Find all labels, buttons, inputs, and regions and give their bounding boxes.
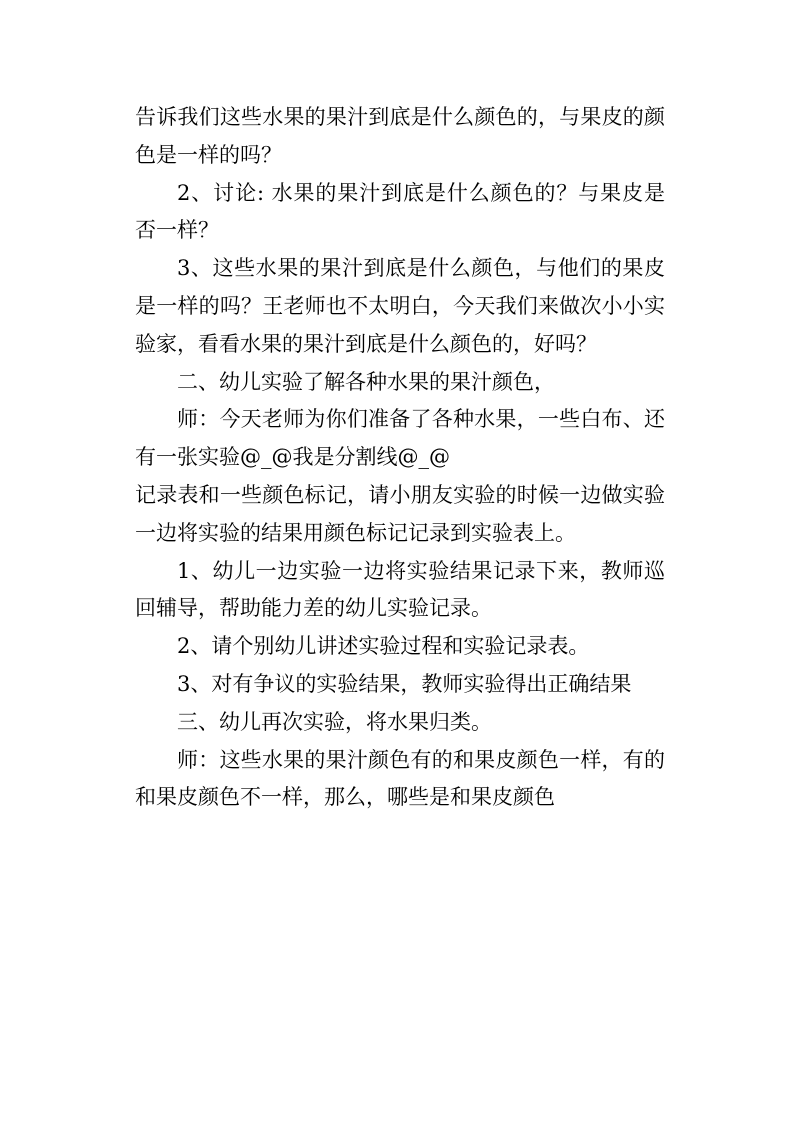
- paragraph-9: 3、对有争议的实验结果，教师实验得出正确结果: [177, 671, 632, 696]
- paragraph-6: 记录表和一些颜色标记，请小朋友实验的时候一边做实验一边将实验的结果用颜色标记记录到实验表上。: [135, 482, 665, 545]
- paragraph-1: 告诉我们这些水果的果汁到底是什么颜色的，与果皮的颜色是一样的吗？: [135, 105, 665, 167]
- paragraph-4: 二、幼儿实验了解各种水果的果汁颜色，: [177, 369, 555, 394]
- paragraph-10: 三、幼儿再次实验，将水果归类。: [177, 709, 492, 734]
- paragraph-3: 3、这些水果的果汁到底是什么颜色，与他们的果皮是一样的吗？王老师也不太明白，今天我们来做次小小实验家，看看水果的果汁到底是什么颜色的，好吗？: [135, 256, 665, 356]
- paragraph-7: 1、幼儿一边实验一边将实验结果记录下来，教师巡回辅导，帮助能力差的幼儿实验记录。: [135, 558, 665, 621]
- document-body: [135, 99, 665, 817]
- paragraph-11: 师：这些水果的果汁颜色有的和果皮颜色一样，有的和果皮颜色不一样，那么，哪些是和果皮颜色: [135, 747, 665, 810]
- paragraph-5: 师：今天老师为你们准备了各种水果，一些白布、还有一张实验@_@我是分割线@_@: [135, 407, 665, 470]
- paragraph-8: 2、请个别幼儿讲述实验过程和实验记录表。: [177, 634, 590, 659]
- paragraph-2: 2、讨论: 水果的果汁到底是什么颜色的？与果皮是否一样？: [135, 180, 665, 243]
